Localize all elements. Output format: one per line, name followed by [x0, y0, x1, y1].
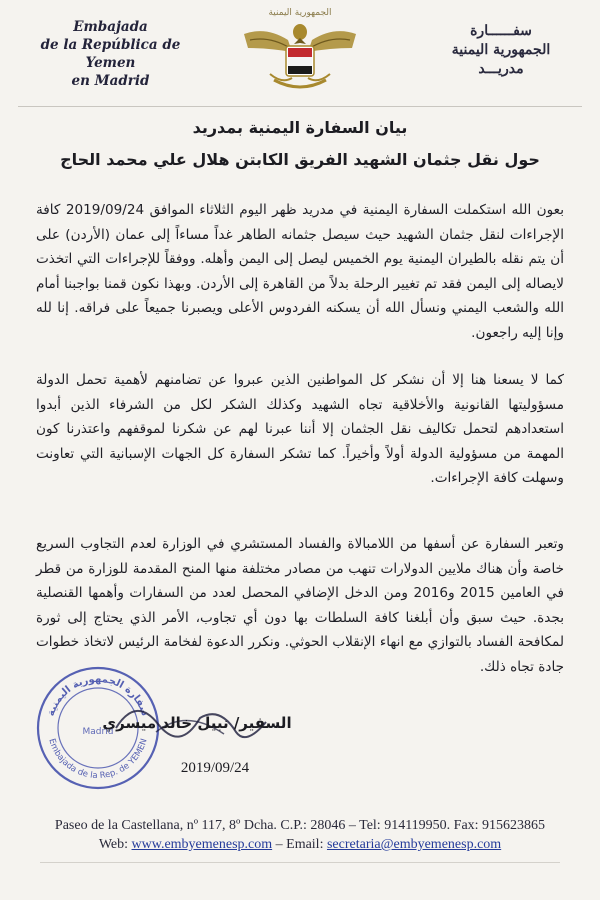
web-label: Web:	[98, 837, 129, 852]
body-paragraph-1: بعون الله استكملت السفارة اليمنية في مدريد ظهر اليوم الثلاثاء الموافق 2019/09/24 كافة الإجراءات لنقل جثمان الشهيد حيث سيصل جثمانه الطاهر غداً مساءاً إلى عمان (الأردن) على أن يتم نقله بالطيران اليمنية يوم الخميس ليصل إلى اليمن وأهله. ووفقاً للإجراءات التي اتخذت لايصاله إلى اليمن فقد تم تغيير الرحلة بدلاً من القاهرة إلى الأردن. وبهذا نكون قمنا بواجبنا أمام الله والشعب اليمني ونسأل الله أن يسكنه الفردوس الأعلى ويصبرنا جميعاً على فراقه. إنا لله وإنا إليه راجعون.	[36, 202, 564, 341]
footer-contact	[0, 837, 600, 853]
emblem-caption: الجمهورية اليمنية	[268, 8, 332, 18]
embassy-name-line-3: en Madrid	[71, 73, 150, 89]
embassy-name-line-1: Embajada	[73, 19, 148, 35]
stamp-center-text: Madrid	[82, 727, 114, 737]
embassy-arabic-line-1: سفــــــارة	[470, 23, 532, 39]
statement-title: بيان السفارة اليمنية بمدريد	[192, 118, 408, 137]
email-label: – Email:	[275, 837, 324, 852]
embassy-name-arabic	[416, 22, 586, 79]
embassy-arabic-line-2: الجمهورية اليمنية	[451, 42, 551, 58]
header-divider	[18, 106, 582, 107]
signature-date: 2019/09/24	[180, 760, 250, 776]
email-link[interactable]: secretaria@embyemenesp.com	[326, 837, 502, 852]
embassy-arabic-line-3: مدريـــد	[478, 61, 524, 77]
ambassador-signature-name: السفير/ نبيل خالد ميسري	[102, 714, 292, 732]
embassy-name-line-2: de la República de Yemen	[40, 37, 181, 71]
yemen-eagle-emblem-icon	[236, 4, 364, 96]
stamp-spanish-text: Embajada de la Rep. de YEMEN	[46, 737, 150, 782]
body-paragraph-3: وتعبر السفارة عن أسفها من اللامبالاة والفساد المستشري في الوزارة لعدم التجاوب السريع خاصة وأن هناك ملايين الدولارات تنهب من مصادر مختلفة منها المنح المقدمة للوزارة من قطر في العامين 2015 و2016 ومن الدخل الإضافي المحصل لعدد من السفارات وأهمها القنصلية بجدة. حيث سبق وأن أبلغنا كافة السلطات بها دون أي تجاوب، الأمر الذي يحتاج إلى ثورة لمكافحة الفساد بالتوازي مع انهاء الإنقلاب الحوثي. ونكرر الدعوة لفخامة الرئيس لاتخاذ خطوات جادة تجاه ذلك.	[36, 536, 564, 675]
website-link[interactable]: www.embyemenesp.com	[131, 837, 273, 852]
footer-divider	[40, 862, 560, 863]
embassy-name-spanish	[18, 18, 203, 90]
stamp-arabic-text: سفارة الجمهورية اليمنية	[45, 673, 151, 718]
statement-subtitle: حول نقل جثمان الشهيد الفريق الكابتن هلال علي محمد الحاج	[60, 150, 540, 169]
footer-address: Paseo de la Castellana, nº 117, 8º Dcha. C.P.: 28046 – Tel: 914119950. Fax: 915623865	[54, 818, 546, 833]
body-paragraph-2: كما لا يسعنا هنا إلا أن نشكر كل المواطنين الذين عبروا عن تضامنهم لأهمية تحمل الدولة مسؤوليتها القانونية والأخلاقية تجاه الشهيد وكذلك الشكر لكل من الشرفاء الذين أبدوا استعدادهم لتحمل تكاليف نقل الجثمان إلا أننا عبرنا لهم عن شكرنا لموقفهم واعتذرنا كون المهمة من مسؤولية الدولة أولاً وأخيراً. كما تشكر السفارة كل الجهات الإسبانية التي تعاونت وسهلت كافة الإجراءات.	[36, 372, 564, 486]
